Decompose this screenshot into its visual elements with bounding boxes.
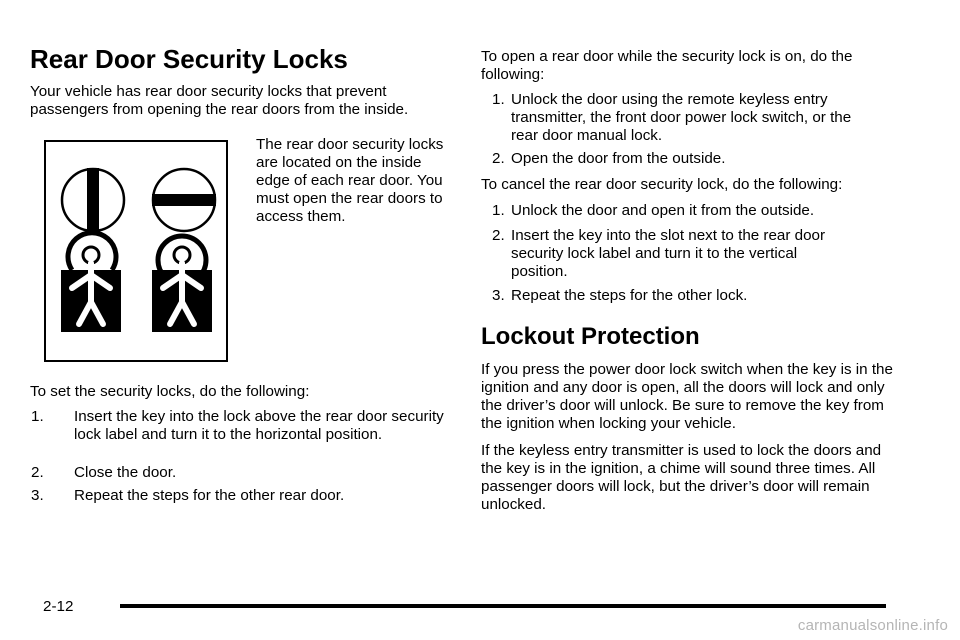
security-lock-illustration: [44, 140, 228, 362]
step-number: 3.: [31, 487, 44, 504]
lock-slot-horizontal-icon: [152, 169, 216, 231]
page-number: 2-12: [43, 598, 74, 615]
section-title-rear-door-security-locks: Rear Door Security Locks: [30, 44, 348, 74]
figure-caption: The rear door security locks are located on the inside edge of each rear door. You must open the rear doors to access them.: [256, 136, 444, 225]
step-number: 1.: [492, 202, 505, 219]
lock-slot-vertical-icon: [62, 168, 124, 232]
step-number: 1.: [492, 91, 505, 108]
set-step-2: [30, 464, 455, 482]
open-door-intro: To open a rear door while the security lock is on, do the following:: [481, 48, 853, 83]
step-text: Repeat the steps for the other rear door.: [74, 487, 345, 504]
lock-positions-diagram: [46, 142, 226, 360]
lockout-paragraph-1: If you press the power door lock switch when the key is in the ignition and any door is open, all the doors will lock and only the driver’s door will unlock. Be sure to remove the key from the ignition when locking your vehicle.: [481, 361, 893, 432]
footer-divider: [120, 604, 886, 608]
intro-paragraph: Your vehicle has rear door security locks that prevent passengers from opening the rear doors from the inside.: [30, 83, 409, 118]
step-text: Insert the key into the lock above the rear door security lock label and turn it to the horizontal position.: [74, 408, 444, 443]
step-text: Insert the key into the slot next to the rear door security lock label and turn it to the vertical position.: [511, 227, 826, 280]
step-number: 2.: [492, 227, 505, 244]
step-number: 2.: [492, 150, 505, 167]
step-text: Unlock the door using the remote keyless entry transmitter, the front door power lock switch, or the rear door manual lock.: [511, 91, 852, 144]
step-number: 3.: [492, 287, 505, 304]
set-step-1: [30, 408, 455, 444]
cancel-step-2: [481, 227, 901, 281]
lockout-paragraph-2: If the keyless entry transmitter is used to lock the doors and the key is in the ignition, a chime will sound three times. All passenger doors will lock, but the driver’s door will remain unlocked.: [481, 442, 882, 513]
section-title-lockout-protection: Lockout Protection: [481, 323, 700, 350]
child-locked-icon: [152, 236, 212, 332]
step-number: 1.: [31, 408, 44, 425]
cancel-step-3: [481, 287, 901, 305]
step-text: Close the door.: [74, 464, 177, 481]
set-locks-intro: To set the security locks, do the following:: [30, 383, 310, 400]
cancel-step-1: [481, 202, 901, 220]
open-step-1: [481, 91, 901, 145]
step-text: Unlock the door and open it from the outside.: [511, 202, 815, 219]
set-step-3: [30, 487, 455, 505]
child-unlocked-icon: [61, 233, 121, 332]
watermark: carmanualsonline.info: [797, 617, 948, 634]
step-text: Repeat the steps for the other lock.: [511, 287, 748, 304]
step-number: 2.: [31, 464, 44, 481]
cancel-lock-intro: To cancel the rear door security lock, do the following:: [481, 176, 843, 193]
open-step-2: [481, 150, 901, 168]
step-text: Open the door from the outside.: [511, 150, 726, 167]
